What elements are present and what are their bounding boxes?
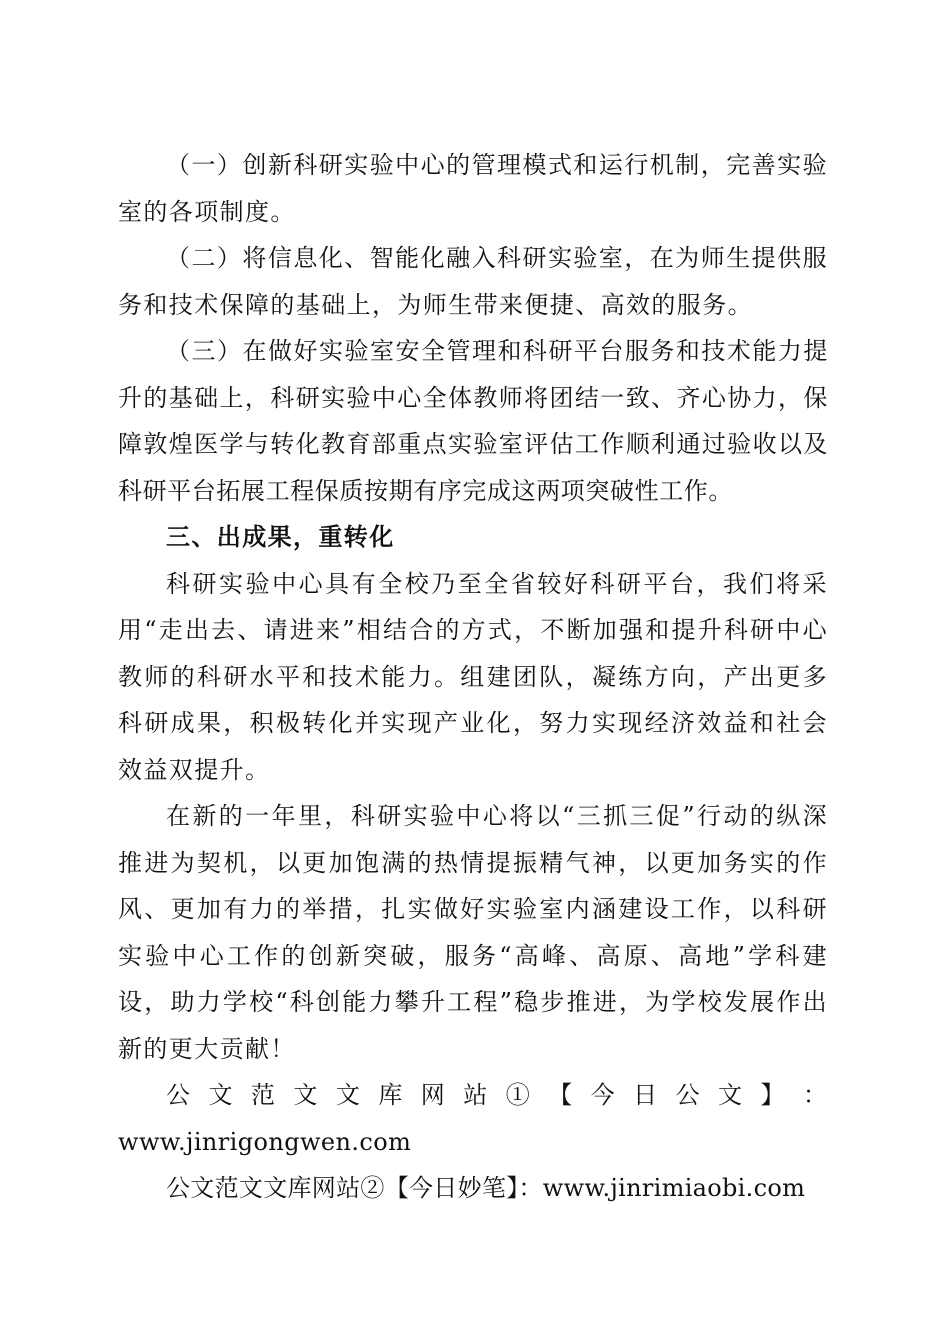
paragraph-item-2: （二）将信息化、智能化融入科研实验室，在为师生提供服务和技术保障的基础上，为师生带来便捷、高效的服务。 (118, 244, 828, 319)
paragraph-item-3: （三）在做好实验室安全管理和科研平台服务和技术能力提升的基础上，科研实验中心全体教师将团结一致、齐心协力，保障敦煌医学与转化教育部重点实验室评估工作顺利通过验收以及科研平台拓展工程保质按期有序完成这两项突破性工作。 (118, 337, 828, 505)
footer-site1-label: 公 文 范 文 文 库 网 站 ① 【 今 日 公 文 】 ： (166, 1081, 828, 1109)
body-paragraph-1: 科研实验中心具有全校乃至全省较好科研平台，我们将采用“走出去、请进来”相结合的方式，不断加强和提升科研中心教师的科研水平和技术能力。组建团队，凝练方向，产出更多科研成果，积极转化并实现产业化，努力实现经济效益和社会效益双提升。 (118, 569, 828, 784)
section-heading: 三、出成果，重转化 (166, 523, 395, 551)
body-paragraph-2: 在新的一年里，科研实验中心将以“三抓三促”行动的纵深推进为契机，以更加饱满的热情提振精气神，以更加务实的作风、更加有力的举措，扎实做好实验室内涵建设工作，以科研实验中心工作的创新突破，服务“高峰、高原、高地”学科建设，助力学校“科创能力攀升工程”稳步推进，为学校发展作出新的更大贡献！ (118, 802, 828, 1063)
document-body (118, 142, 828, 1212)
footer-site1-url: www.jinrigongwen.com (118, 1127, 412, 1156)
paragraph-item-1: （一）创新科研实验中心的管理模式和运行机制，完善实验室的各项制度。 (118, 151, 828, 226)
footer-site2: 公文范文文库网站②【今日妙笔】：www.jinrimiaobi.com (166, 1174, 806, 1202)
